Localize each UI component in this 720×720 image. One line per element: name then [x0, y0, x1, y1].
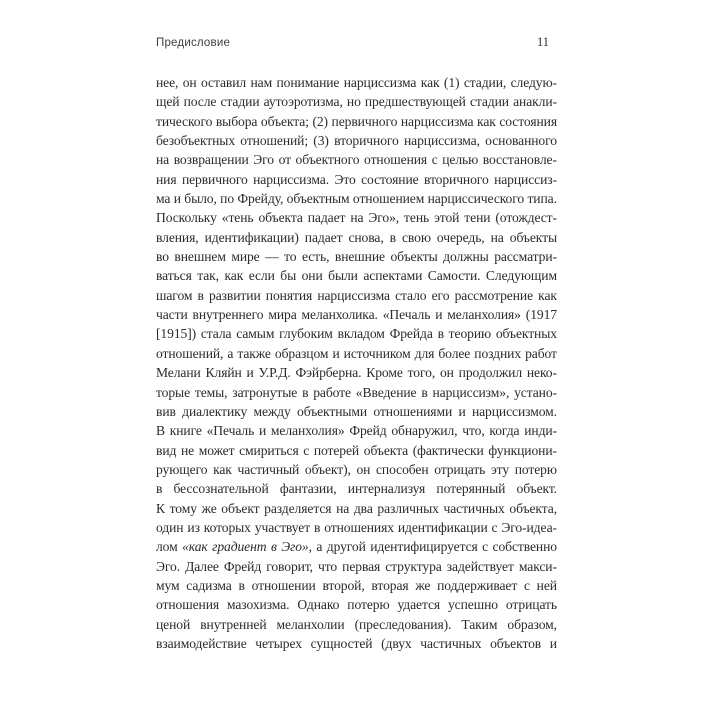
- text-line: один из которых участвует в отношениях идентификации с Эго-идеа-: [156, 519, 557, 535]
- text-line: вид не может смириться с потерей объекта (фактически функциони-: [156, 442, 557, 458]
- text-line: в бессознательной фантазии, интернализуя потерянный объект.: [156, 481, 557, 497]
- text-line: мум садизма в отношении второй, вторая же поддерживает с ней: [156, 577, 557, 593]
- text-line: рующего как частичный объект), он способен отрицать эту потерю: [156, 461, 557, 477]
- text-line: лом «как градиент в Эго», а другой идентифицируется с собственно: [156, 539, 557, 555]
- text-line: В книге «Печаль и меланхолия» Фрейд обнаружил, что, когда инди-: [156, 423, 557, 439]
- text-line: ценой внутренней меланхолии (преследования). Таким образом,: [156, 616, 557, 632]
- text-line: вления, идентификации) падает снова, в свою очередь, на объекты: [156, 229, 557, 245]
- text-line: К тому же объект разделяется на два различных частичных объекта,: [156, 500, 557, 516]
- text-line: ма и было, по Фрейду, объектным отношением нарциссического типа.: [156, 191, 557, 207]
- text-line: Мелани Кляйн и У.Р.Д. Фэйрберна. Кроме того, он продолжил неко-: [156, 365, 557, 381]
- body-text-block: [156, 75, 557, 655]
- text-line: ния первичного нарциссизма. Это состояние вторичного нарциссиз-: [156, 171, 557, 187]
- text-line: ваться так, как если бы они были аспектами Самости. Следующим: [156, 268, 557, 284]
- text-line: безобъектных отношений; (3) вторичного нарциссизма, основанного: [156, 133, 557, 149]
- text-line: торые темы, затронутые в работе «Введение в нарциссизм», устано-: [156, 384, 557, 400]
- text-line: Поскольку «тень объекта падает на Эго», тень этой тени (отождест-: [156, 210, 557, 226]
- text-line: во внешнем мире — то есть, внешние объекты должны рассматри-: [156, 249, 557, 265]
- text-line: отношений, а также образцом и источником для более поздних работ: [156, 345, 557, 361]
- page-number: 11: [536, 35, 549, 49]
- text-line: взаимодействие четырех сущностей (двух частичных объектов и: [156, 635, 557, 651]
- running-header-title: Предисловие: [156, 37, 231, 49]
- text-line: щей после стадии аутоэротизма, но предшествующей стадии анакли-: [156, 94, 557, 110]
- text-line: отношения мазохизма. Однако потерю удается успешно отрицать: [156, 597, 557, 613]
- text-line: [1915]) стала самым глубоким вкладом Фрейда в теорию объектных: [156, 326, 557, 342]
- text-line: части внутреннего мира меланхолика. «Печаль и меланхолия» (1917: [156, 307, 557, 323]
- text-line: вив диалектику между объектными отношениями и нарциссизмом.: [156, 403, 557, 419]
- text-line: тического выбора объекта; (2) первичного нарциссизма как состояния: [156, 113, 557, 129]
- page-header: [156, 35, 557, 50]
- text-line: Эго. Далее Фрейд говорит, что первая структура задействует макси-: [156, 558, 557, 574]
- text-line: шагом в развитии понятия нарциссизма стало его рассмотрение как: [156, 287, 557, 303]
- text-line: на возвращении Эго от объектного отношения с целью восстановле-: [156, 152, 557, 168]
- text-line: нее, он оставил нам понимание нарциссизма как (1) стадии, следую-: [156, 75, 557, 90]
